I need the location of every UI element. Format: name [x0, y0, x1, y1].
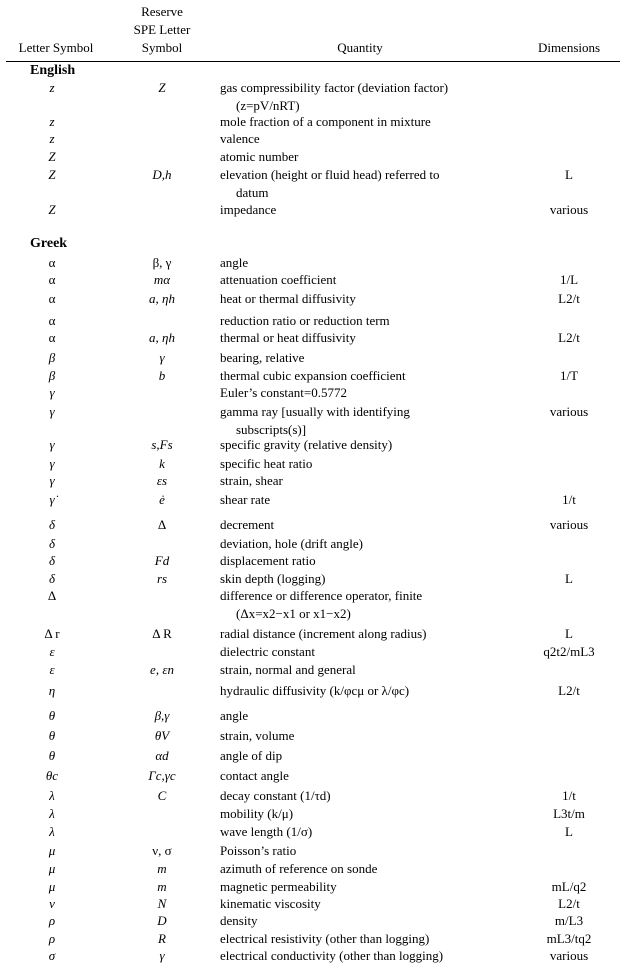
row-5-letter-symbol: Z — [48, 202, 56, 217]
row-25-letter-symbol: ε — [49, 644, 55, 659]
row-38-letter-symbol: ν — [49, 896, 55, 911]
row-13-letter-symbol: γ — [49, 385, 55, 400]
row-29-quantity: strain, volume — [220, 728, 295, 743]
row-39-letter-symbol: ρ — [48, 913, 56, 928]
row-29-reserve-symbol: θV — [154, 728, 170, 743]
header-dimensions: Dimensions — [537, 40, 601, 55]
row-31-letter-symbol: θc — [45, 768, 59, 783]
row-35-letter-symbol: μ — [48, 843, 56, 858]
row-0-reserve-symbol: Z — [158, 80, 166, 95]
header-letter-symbol: Letter Symbol — [18, 40, 94, 55]
section-english: English — [30, 63, 76, 78]
row-11-reserve-symbol: γ — [159, 350, 165, 365]
row-41-dimensions: various — [549, 948, 589, 963]
row-8-letter-symbol: α — [48, 291, 56, 306]
row-16-reserve-symbol: k — [159, 456, 165, 471]
row-6-reserve-symbol: β, γ — [152, 255, 172, 270]
row-30-quantity: angle of dip — [220, 748, 283, 763]
header-reserve-line-2: SPE Letter — [133, 22, 191, 37]
row-39-dimensions: m/L3 — [554, 913, 584, 928]
row-4-quantity-continued: datum — [236, 185, 269, 200]
row-34-dimensions: L — [565, 824, 573, 839]
row-4-letter-symbol: Z — [48, 167, 56, 182]
row-10-letter-symbol: α — [48, 330, 56, 345]
row-36-letter-symbol: μ — [48, 861, 56, 876]
header-quantity: Quantity — [337, 40, 383, 55]
row-13-quantity: Euler’s constant=0.5772 — [220, 385, 347, 400]
row-1-letter-symbol: z — [49, 114, 55, 129]
row-10-reserve-symbol: a, ηh — [149, 330, 175, 345]
row-39-reserve-symbol: D — [157, 913, 167, 928]
row-40-letter-symbol: ρ — [48, 931, 56, 946]
row-23-quantity: difference or difference operator, finite — [220, 588, 423, 603]
row-9-letter-symbol: α — [48, 313, 56, 328]
row-5-dimensions: various — [549, 202, 589, 217]
row-3-letter-symbol: Z — [48, 149, 56, 164]
row-18-reserve-symbol: ė — [159, 492, 165, 507]
row-22-letter-symbol: δ — [48, 571, 56, 586]
row-15-reserve-symbol: s,Fs — [151, 437, 173, 452]
row-26-reserve-symbol: e, εn — [150, 662, 174, 677]
row-26-quantity: strain, normal and general — [220, 662, 356, 677]
row-4-quantity: elevation (height or fluid head) referred to — [220, 167, 440, 182]
row-12-reserve-symbol: b — [158, 368, 166, 383]
row-23-letter-symbol: Δ — [47, 588, 57, 603]
row-15-quantity: specific gravity (relative density) — [220, 437, 393, 452]
row-40-dimensions: mL3/tq2 — [546, 931, 592, 946]
row-20-quantity: deviation, hole (drift angle) — [220, 536, 363, 551]
row-25-quantity: dielectric constant — [220, 644, 315, 659]
row-26-letter-symbol: ε — [49, 662, 55, 677]
row-9-quantity: reduction ratio or reduction term — [220, 313, 390, 328]
row-17-quantity: strain, shear — [220, 473, 283, 488]
row-19-letter-symbol: δ — [48, 517, 56, 532]
row-10-quantity: thermal or heat diffusivity — [220, 330, 356, 345]
row-22-quantity: skin depth (logging) — [220, 571, 326, 586]
row-11-quantity: bearing, relative — [220, 350, 305, 365]
section-greek: Greek — [30, 236, 68, 251]
row-16-letter-symbol: γ — [49, 456, 55, 471]
row-30-letter-symbol: θ — [48, 748, 56, 763]
row-24-dimensions: L — [565, 626, 573, 641]
row-27-quantity: hydraulic diffusivity (k/φcμ or λ/φc) — [220, 683, 410, 698]
row-22-dimensions: L — [565, 571, 573, 586]
row-14-quantity: gamma ray [usually with identifying — [220, 404, 410, 419]
row-28-quantity: angle — [220, 708, 249, 723]
row-0-quantity-continued: (z=pV/nRT) — [236, 98, 300, 113]
row-0-letter-symbol: z — [49, 80, 55, 95]
row-7-dimensions: 1/L — [559, 272, 579, 287]
row-23-quantity-continued: (Δx=x2−x1 or x1−x2) — [236, 606, 351, 621]
row-32-quantity: decay constant (1/τd) — [220, 788, 331, 803]
row-37-letter-symbol: μ — [48, 879, 56, 894]
row-7-letter-symbol: α — [48, 272, 56, 287]
row-3-quantity: atomic number — [220, 149, 299, 164]
row-31-quantity: contact angle — [220, 768, 289, 783]
row-4-reserve-symbol: D,h — [152, 167, 172, 182]
row-34-letter-symbol: λ — [49, 824, 55, 839]
row-19-quantity: decrement — [220, 517, 275, 532]
header-reserve-line-1: Reserve — [141, 4, 183, 19]
row-18-dimensions: 1/t — [562, 492, 576, 507]
row-22-reserve-symbol: rs — [156, 571, 168, 586]
row-16-quantity: specific heat ratio — [220, 456, 313, 471]
row-19-dimensions: various — [549, 517, 589, 532]
row-34-quantity: wave length (1/σ) — [220, 824, 313, 839]
row-21-letter-symbol: δ — [48, 553, 56, 568]
row-7-quantity: attenuation coefficient — [220, 272, 337, 287]
row-41-reserve-symbol: γ — [159, 948, 165, 963]
row-25-dimensions: q2t2/mL3 — [543, 644, 595, 659]
row-24-quantity: radial distance (increment along radius) — [220, 626, 427, 641]
row-18-letter-symbol: γ̇ — [49, 492, 55, 507]
row-38-reserve-symbol: N — [157, 896, 167, 911]
row-8-quantity: heat or thermal diffusivity — [220, 291, 356, 306]
row-28-letter-symbol: θ — [48, 708, 56, 723]
row-38-quantity: kinematic viscosity — [220, 896, 321, 911]
row-20-letter-symbol: δ — [48, 536, 56, 551]
row-37-reserve-symbol: m — [157, 879, 167, 894]
row-19-reserve-symbol: Δ — [157, 517, 167, 532]
row-40-reserve-symbol: R — [158, 931, 166, 946]
row-32-reserve-symbol: C — [157, 788, 167, 803]
row-33-letter-symbol: λ — [49, 806, 55, 821]
row-36-quantity: azimuth of reference on sonde — [220, 861, 378, 876]
row-1-quantity: mole fraction of a component in mixture — [220, 114, 431, 129]
row-4-dimensions: L — [565, 167, 573, 182]
row-30-reserve-symbol: αd — [155, 748, 169, 763]
row-24-letter-symbol: Δ r — [44, 626, 60, 641]
row-17-reserve-symbol: εs — [156, 473, 168, 488]
row-11-letter-symbol: β — [48, 350, 56, 365]
row-14-quantity-continued: subscripts(s)] — [236, 422, 307, 437]
header-reserve-line-3: Symbol — [141, 40, 183, 55]
row-33-dimensions: L3t/m — [553, 806, 585, 821]
row-2-letter-symbol: z — [49, 131, 55, 146]
row-38-dimensions: L2/t — [558, 896, 580, 911]
row-5-quantity: impedance — [220, 202, 277, 217]
row-24-reserve-symbol: Δ R — [152, 626, 172, 641]
row-8-reserve-symbol: a, ηh — [149, 291, 175, 306]
row-18-quantity: shear rate — [220, 492, 271, 507]
row-28-reserve-symbol: β,γ — [154, 708, 170, 723]
row-33-quantity: mobility (k/μ) — [220, 806, 294, 821]
row-15-letter-symbol: γ — [49, 437, 55, 452]
row-0-quantity: gas compressibility factor (deviation factor) — [220, 80, 449, 95]
row-32-dimensions: 1/t — [562, 788, 576, 803]
row-31-reserve-symbol: Γc,γc — [148, 768, 176, 783]
row-8-dimensions: L2/t — [558, 291, 580, 306]
row-17-letter-symbol: γ — [49, 473, 55, 488]
row-29-letter-symbol: θ — [48, 728, 56, 743]
row-41-quantity: electrical conductivity (other than logging) — [220, 948, 444, 963]
row-27-letter-symbol: η — [48, 683, 56, 698]
row-35-quantity: Poisson’s ratio — [220, 843, 297, 858]
row-27-dimensions: L2/t — [558, 683, 580, 698]
row-6-letter-symbol: α — [48, 255, 56, 270]
row-12-letter-symbol: β — [48, 368, 56, 383]
row-10-dimensions: L2/t — [558, 330, 580, 345]
row-32-letter-symbol: λ — [49, 788, 55, 803]
row-40-quantity: electrical resistivity (other than logging) — [220, 931, 430, 946]
row-36-reserve-symbol: m — [157, 861, 167, 876]
row-12-dimensions: 1/T — [559, 368, 579, 383]
row-2-quantity: valence — [220, 131, 260, 146]
row-14-dimensions: various — [549, 404, 589, 419]
row-7-reserve-symbol: mα — [153, 272, 171, 287]
row-14-letter-symbol: γ — [49, 404, 55, 419]
row-12-quantity: thermal cubic expansion coefficient — [220, 368, 406, 383]
header-divider — [6, 61, 620, 62]
row-39-quantity: density — [220, 913, 258, 928]
row-35-reserve-symbol: ν, σ — [152, 843, 172, 858]
row-37-dimensions: mL/q2 — [551, 879, 587, 894]
row-41-letter-symbol: σ — [48, 948, 56, 963]
row-21-reserve-symbol: Fd — [154, 553, 170, 568]
row-37-quantity: magnetic permeability — [220, 879, 337, 894]
row-6-quantity: angle — [220, 255, 249, 270]
row-21-quantity: displacement ratio — [220, 553, 316, 568]
